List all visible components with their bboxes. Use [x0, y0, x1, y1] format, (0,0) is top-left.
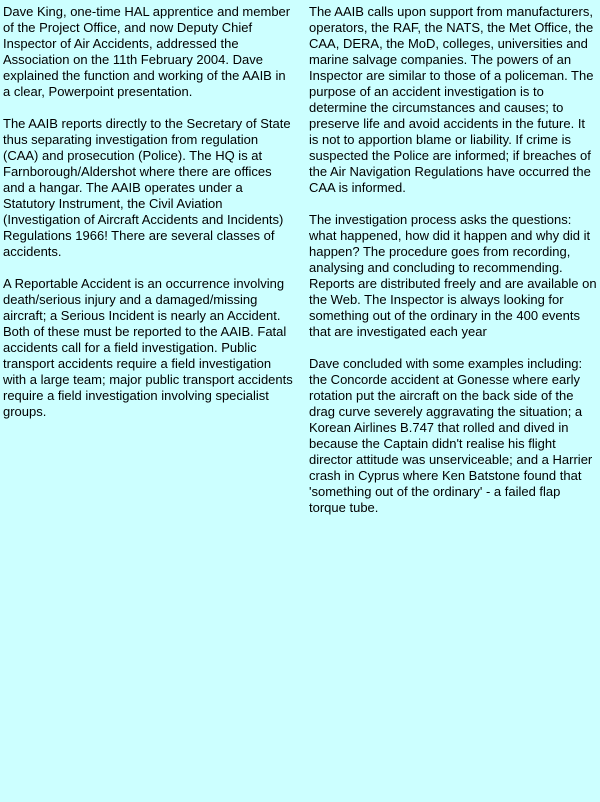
- column-left: [0, 0, 300, 436]
- paragraph: The investigation process asks the questions: what happened, how did it happen and why did it happen? The procedure goes from recording, analysing and concluding to recommending. Reports are distributed freely and are available on the Web. The Inspector is always looking for something out of the ordinary in the 400 events that are investigated each year: [309, 212, 597, 339]
- paragraph: The AAIB reports directly to the Secretary of State thus separating investigation from regulation (CAA) and prosecution (Police). The HQ is at Farnborough/Aldershot where there are offices and a hangar. The AAIB operates under a Statutory Instrument, the Civil Aviation (Investigation of Aircraft Accidents and Incidents) Regulations 1966! There are several classes of accidents.: [3, 116, 291, 259]
- paragraph: A Reportable Accident is an occurrence involving death/serious injury and a damaged/missing aircraft; a Serious Incident is nearly an Accident. Both of these must be reported to the AAIB. Fatal accidents call for a field investigation. Public transport accidents require a field investigation with a large team; major public transport accidents require a field investigation involving specialist groups.: [3, 276, 293, 419]
- paragraph: Dave King, one-time HAL apprentice and member of the Project Office, and now Deputy Chief Inspector of Air Accidents, addressed the Association on the 11th February 2004. Dave explained the function and working of the AAIB in a clear, Powerpoint presentation.: [3, 4, 291, 99]
- paragraph: Dave concluded with some examples including: the Concorde accident at Gonesse where early rotation put the aircraft on the back side of the drag curve severely aggravating the situation; a Korean Airlines B.747 that rolled and dived in because the Captain didn't realise his flight director attitude was unserviceable; and a Harrier crash in Cyprus where Ken Batstone found that 'something out of the ordinary' - a failed flap torque tube.: [309, 356, 593, 515]
- paragraph: The AAIB calls upon support from manufacturers, operators, the RAF, the NATS, the Met Office, the CAA, DERA, the MoD, colleges, universities and marine salvage companies. The powers of an Inspector are similar to those of a policeman. The purpose of an accident investigation is to determine the circumstances and causes; to preserve life and avoid accidents in the future. It is not to apportion blame or liability. If crime is suspected the Police are informed; if breaches of the Air Navigation Regulations have occurred the CAA is informed.: [309, 4, 594, 195]
- column-right: [300, 0, 600, 532]
